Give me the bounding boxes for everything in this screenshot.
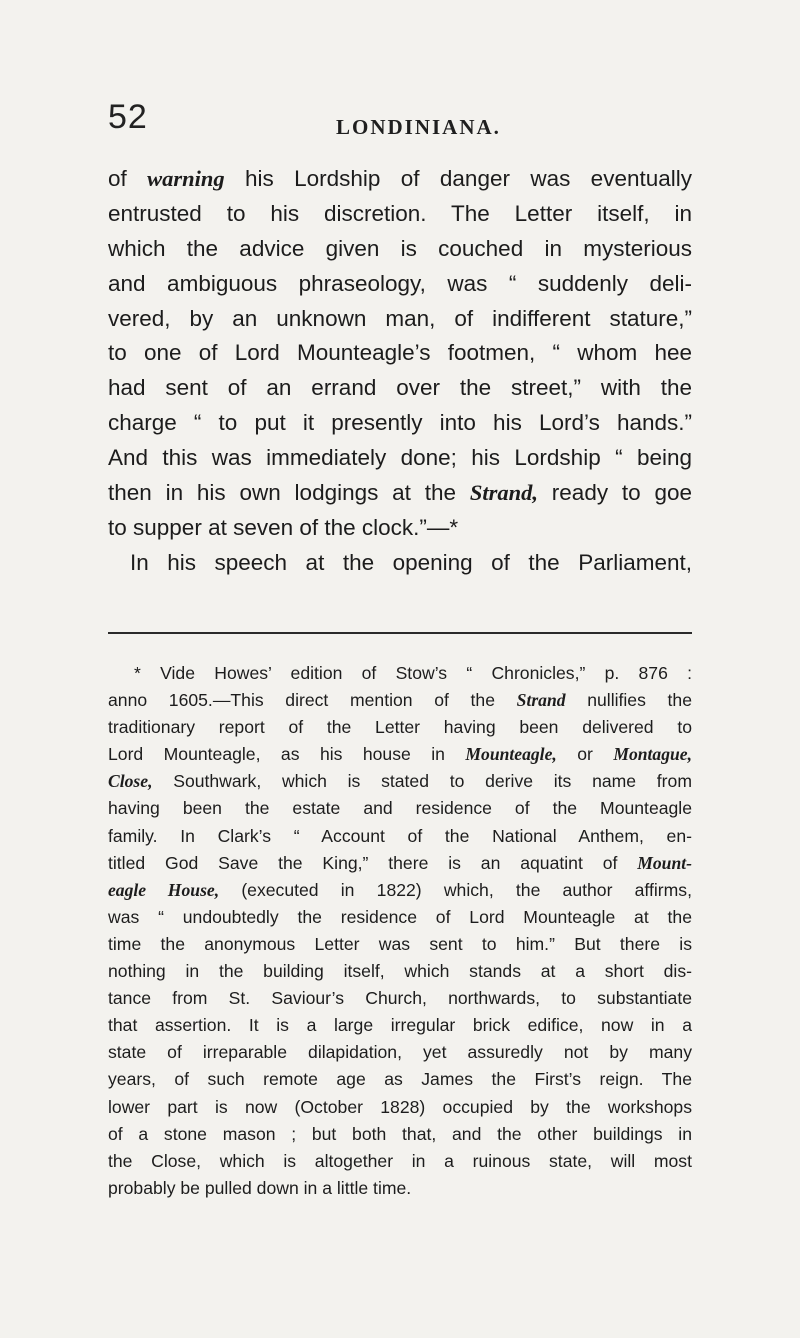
- footnote-line: having been the estate and residence of the Mounteagle: [108, 798, 692, 819]
- footnote-line: lower part is now (October 1828) occupied by the workshops: [108, 1096, 692, 1117]
- text-line: to supper at seven of the clock.”—*: [108, 514, 459, 540]
- text-line: then in his own lodgings at the Strand, ready to goe: [108, 480, 692, 506]
- footnote-line: time the anonymous Letter was sent to him.” But there is: [108, 933, 692, 954]
- text-line: which the advice given is couched in mysterious: [108, 235, 692, 261]
- footnote-rule: [108, 632, 692, 634]
- footnote-line: Close, Southwark, which is stated to derive its name from: [108, 771, 692, 792]
- footnote-line: probably be pulled down in a little time.: [108, 1177, 412, 1198]
- footnote-line: titled God Save the King,” there is an aquatint of Mount-: [108, 852, 692, 873]
- page-number: 52: [108, 98, 148, 136]
- footnote-line: the Close, which is altogether in a ruinous state, will most: [108, 1150, 692, 1171]
- text-line: vered, by an unknown man, of indifferent stature,”: [108, 305, 692, 331]
- footnote-line: * Vide Howes’ edition of Stow’s “ Chronicles,” p. 876 :: [134, 663, 692, 683]
- footnote-line: tance from St. Saviour’s Church, northwards, to substantiate: [108, 988, 692, 1009]
- footnote-line: was “ undoubtedly the residence of Lord Mounteagle at the: [108, 906, 692, 927]
- text-line: to one of Lord Mounteagle’s footmen, “ whom hee: [108, 340, 692, 366]
- footnote-line: that assertion. It is a large irregular brick edifice, now in a: [108, 1015, 692, 1036]
- text-line: And this was immediately done; his Lordship “ being: [108, 445, 692, 471]
- footnote-line: state of irreparable dilapidation, yet assuredly not by many: [108, 1042, 692, 1063]
- text-line: of warning his Lordship of danger was eventually: [108, 166, 692, 191]
- main-text: [108, 162, 692, 581]
- text-line: In his speech at the opening of the Parliament,: [130, 549, 692, 575]
- footnote-line: family. In Clark’s “ Account of the National Anthem, en-: [108, 825, 692, 846]
- footnote-line: nothing in the building itself, which stands at a short dis-: [108, 961, 692, 982]
- footnote-line: Lord Mounteagle, as his house in Mounteagle, or Montague,: [108, 744, 693, 765]
- footnote-line: years, of such remote age as James the First’s reign. The: [108, 1069, 692, 1090]
- text-line: and ambiguous phraseology, was “ suddenly deli-: [108, 270, 692, 296]
- footnote-line: eagle House, (executed in 1822) which, the author affirms,: [108, 879, 692, 900]
- footnote-line: of a stone mason ; but both that, and the other buildings in: [108, 1123, 692, 1144]
- text-line: had sent of an errand over the street,” with the: [108, 375, 692, 401]
- footnote: [108, 660, 692, 1202]
- footnote-line: traditionary report of the Letter having been delivered to: [108, 717, 692, 738]
- page-header: [108, 100, 688, 140]
- footnote-line: anno 1605.—This direct mention of the Strand nullifies the: [108, 690, 692, 711]
- text-line: charge “ to put it presently into his Lord’s hands.”: [108, 410, 692, 436]
- running-head: LONDINIANA.: [336, 115, 501, 139]
- text-line: entrusted to his discretion. The Letter itself, in: [108, 200, 692, 226]
